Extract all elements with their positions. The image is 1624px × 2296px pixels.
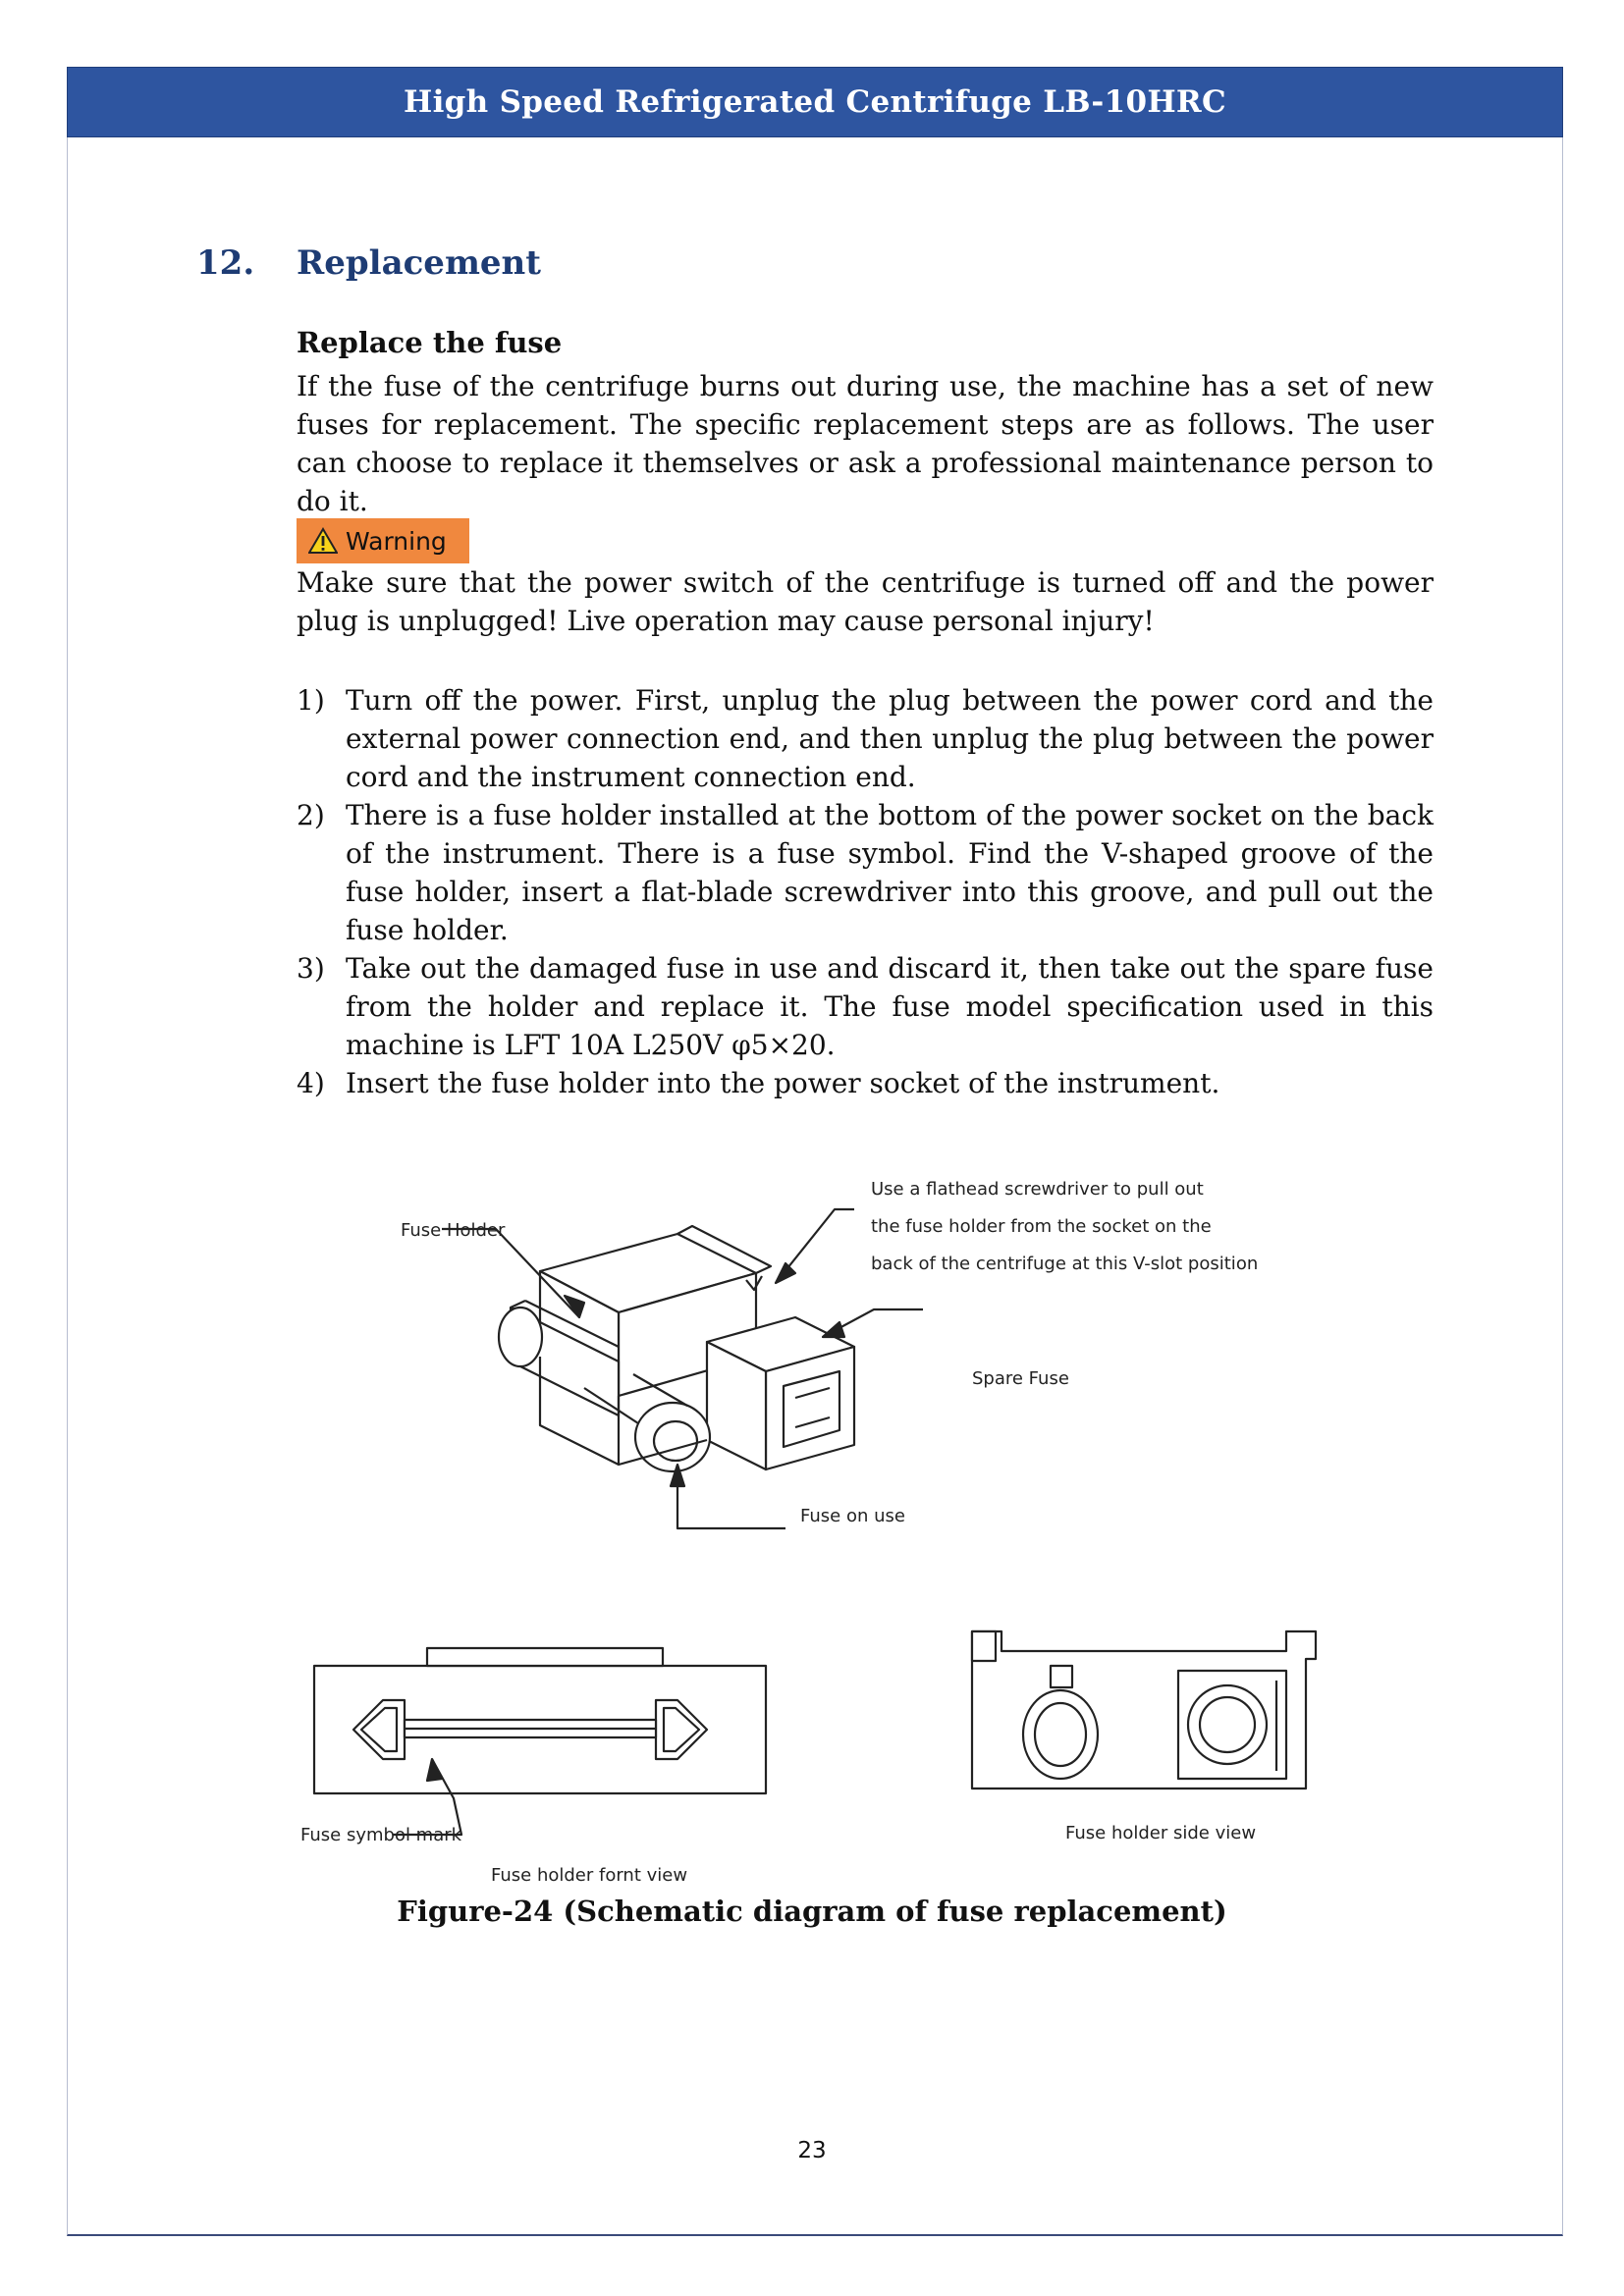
header-title: High Speed Refrigerated Centrifuge LB-10HRC (404, 84, 1226, 120)
warning-label: Warning (346, 526, 447, 556)
label-screwdriver-3: back of the centrifuge at this V-slot position (871, 1254, 1259, 1274)
section-title: Replacement (297, 243, 541, 283)
label-side-view: Fuse holder side view (1065, 1823, 1257, 1843)
front-view-drawing (314, 1648, 766, 1793)
step-text: Insert the fuse holder into the power socket of the instrument. (346, 1067, 1220, 1099)
step-number: 3) (297, 952, 325, 985)
label-fuse-on-use: Fuse on use (800, 1506, 905, 1526)
fuse-diagram (285, 1170, 1345, 1891)
label-fuse-holder: Fuse Holder (401, 1220, 506, 1241)
step-text: Turn off the power. First, unplug the plug between the power cord and the external power connection end, and then unplug the plug between the power cord and the instrument connection end. (346, 684, 1434, 793)
section-heading (196, 243, 541, 283)
label-screwdriver-1: Use a flathead screwdriver to pull out (871, 1179, 1204, 1200)
section-number: 12. (196, 243, 255, 283)
warning-badge (297, 518, 469, 563)
fuse-diagram-svg (285, 1170, 1345, 1887)
side-view-drawing (972, 1631, 1316, 1789)
label-front-view: Fuse holder fornt view (491, 1865, 688, 1886)
intro-paragraph: If the fuse of the centrifuge burns out during use, the machine has a set of new fuses for replacement. The specific replacement steps are as follows. The user can choose to replace it themselves or ask a professional maintenance person to do it. (297, 370, 1434, 517)
list-item (297, 796, 1434, 949)
label-fuse-symbol-mark: Fuse symbol mark (300, 1825, 462, 1845)
step-text: Take out the damaged fuse in use and discard it, then take out the spare fuse from the holder and replace it. The fuse model specification used in this machine is LFT 10A L250V φ5×20. (346, 952, 1434, 1061)
subsection-title: Replace the fuse (297, 326, 563, 359)
fuse-holder-drawing (499, 1226, 854, 1471)
figure-caption: Figure-24 (Schematic diagram of fuse replacement) (397, 1895, 1227, 1928)
step-number: 2) (297, 799, 325, 831)
label-spare-fuse: Spare Fuse (972, 1368, 1069, 1389)
steps-list (297, 681, 1434, 1102)
list-item (297, 1064, 1434, 1102)
list-item (297, 681, 1434, 796)
warning-text: Make sure that the power switch of the centrifuge is turned off and the power plug is unplugged! Live operation may cause personal injury! (297, 566, 1434, 637)
step-text: There is a fuse holder installed at the bottom of the power socket on the back of the instrument. There is a fuse symbol. Find the V-shaped groove of the fuse holder, insert a flat-blade screwdriver into this groove, and pull out the fuse holder. (346, 799, 1434, 946)
step-number: 1) (297, 684, 325, 717)
label-screwdriver-2: the fuse holder from the socket on the (871, 1216, 1212, 1237)
list-item (297, 949, 1434, 1064)
warning-icon (308, 527, 338, 555)
step-number: 4) (297, 1067, 325, 1099)
page-number: 23 (797, 2138, 827, 2163)
header-bar (67, 67, 1563, 137)
